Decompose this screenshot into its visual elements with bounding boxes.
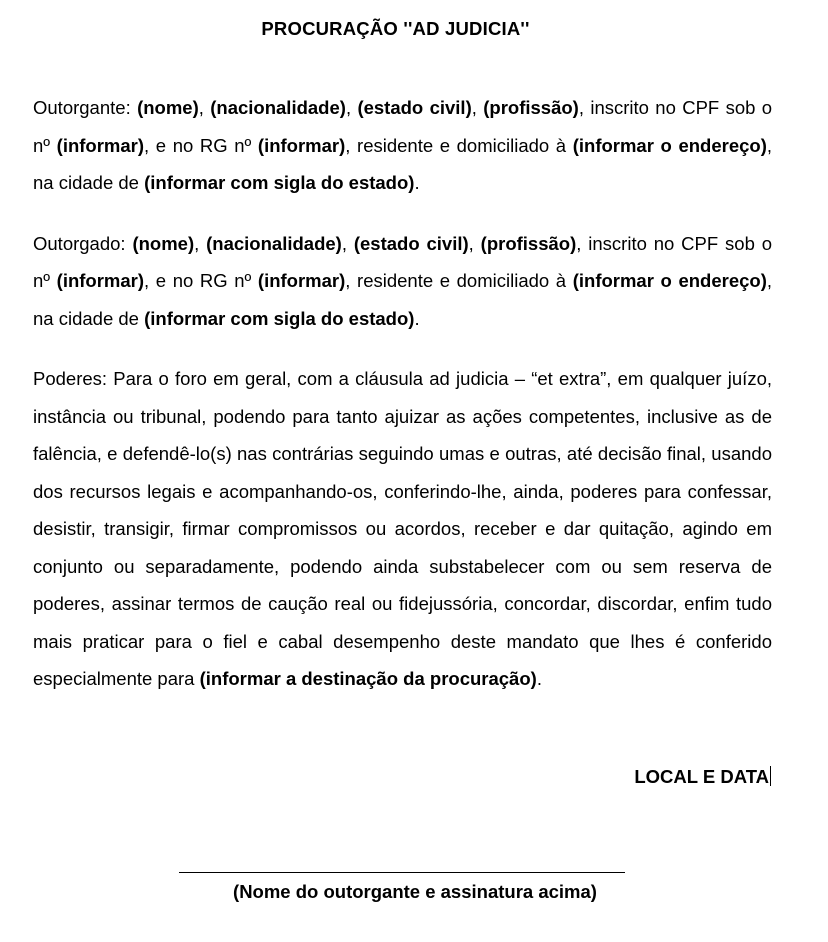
placeholder-field: (informar com sigla do estado) [144,172,415,194]
placeholder-field: (informar o endereço) [572,134,767,156]
paragraph-poderes [33,360,772,698]
body-text-run: , residente e domiciliado à [345,134,573,156]
body-text-run: Poderes: Para o foro em geral, com a cláusula ad judicia – “et extra”, em qualquer juízo, instância ou tribunal, podendo para tanto ajuizar as ações competentes, inclusive as de falência, e defendê-lo(s) nas contrárias seguindo umas e outras, até decisão final, usando dos recursos legais e acompanhando-os, conferindo-lhe, ainda, poderes para confessar, desistir, transigir, firmar compromissos ou acordos, receber e dar quitação, agindo em conjunto ou separadamente, podendo ainda substabelecer com ou sem reserva de poderes, assinar termos de caução real ou fidejussória, concordar, discordar, enfim tudo mais praticar para o fiel e cabal desempenho deste mandato que lhes é conferido especialmente para [33,368,772,690]
placeholder-field: (informar a destinação da procuração) [199,668,537,690]
placeholder-field: (informar o endereço) [572,270,767,292]
body-text-run: Outorgado: [33,232,133,254]
body-text-run: , [341,232,354,254]
body-text-run: , e no RG nº [144,270,258,292]
placeholder-field: (profissão) [480,232,577,254]
body-text-run: , [198,97,211,119]
placeholder-field: (profissão) [483,97,579,119]
placeholder-field: (estado civil) [357,97,472,119]
text-cursor-caret [770,766,771,786]
body-text-run: , [194,232,207,254]
page-title: PROCURAÇÃO ''AD JUDICIA'' [261,18,530,39]
body-text-run: . [536,668,542,690]
body-text-run: , [345,97,358,119]
body-text-run: , e no RG nº [144,134,258,156]
placeholder-field: (nacionalidade) [206,232,342,254]
placeholder-field: (informar) [56,134,145,156]
body-text-run: , na cidade de [33,270,772,329]
body-text-run: Outorgante: [33,97,138,119]
body-text-run: . [414,307,420,329]
placeholder-field: (nome) [132,232,195,254]
signature-caption: (Nome do outorgante e assinatura acima) [233,881,597,902]
body-text-run: , na cidade de [33,134,772,194]
paragraph-outorgante [33,89,772,202]
body-text-run: , inscrito no CPF sob o nº [33,232,773,292]
body-text-run: , inscrito no CPF sob o nº [33,97,773,156]
placeholder-field: (informar) [257,134,346,156]
placeholder-field: (informar) [56,270,145,292]
body-text-run: , [471,97,484,119]
paragraph-outorgado [33,225,772,338]
body-text-run: , [468,232,481,254]
placeholder-field: (informar com sigla do estado) [144,307,415,329]
signature-block [0,872,828,906]
local-e-data-text: LOCAL E DATA [634,765,769,787]
body-text-run: , residente e domiciliado à [345,270,573,292]
body-text-run: . [414,172,420,194]
placeholder-field: (informar) [257,270,346,292]
signature-rule [179,872,625,873]
local-e-data-line [33,758,772,796]
placeholder-field: (nacionalidade) [210,97,346,119]
placeholder-field: (nome) [137,97,199,119]
placeholder-field: (estado civil) [353,232,469,254]
